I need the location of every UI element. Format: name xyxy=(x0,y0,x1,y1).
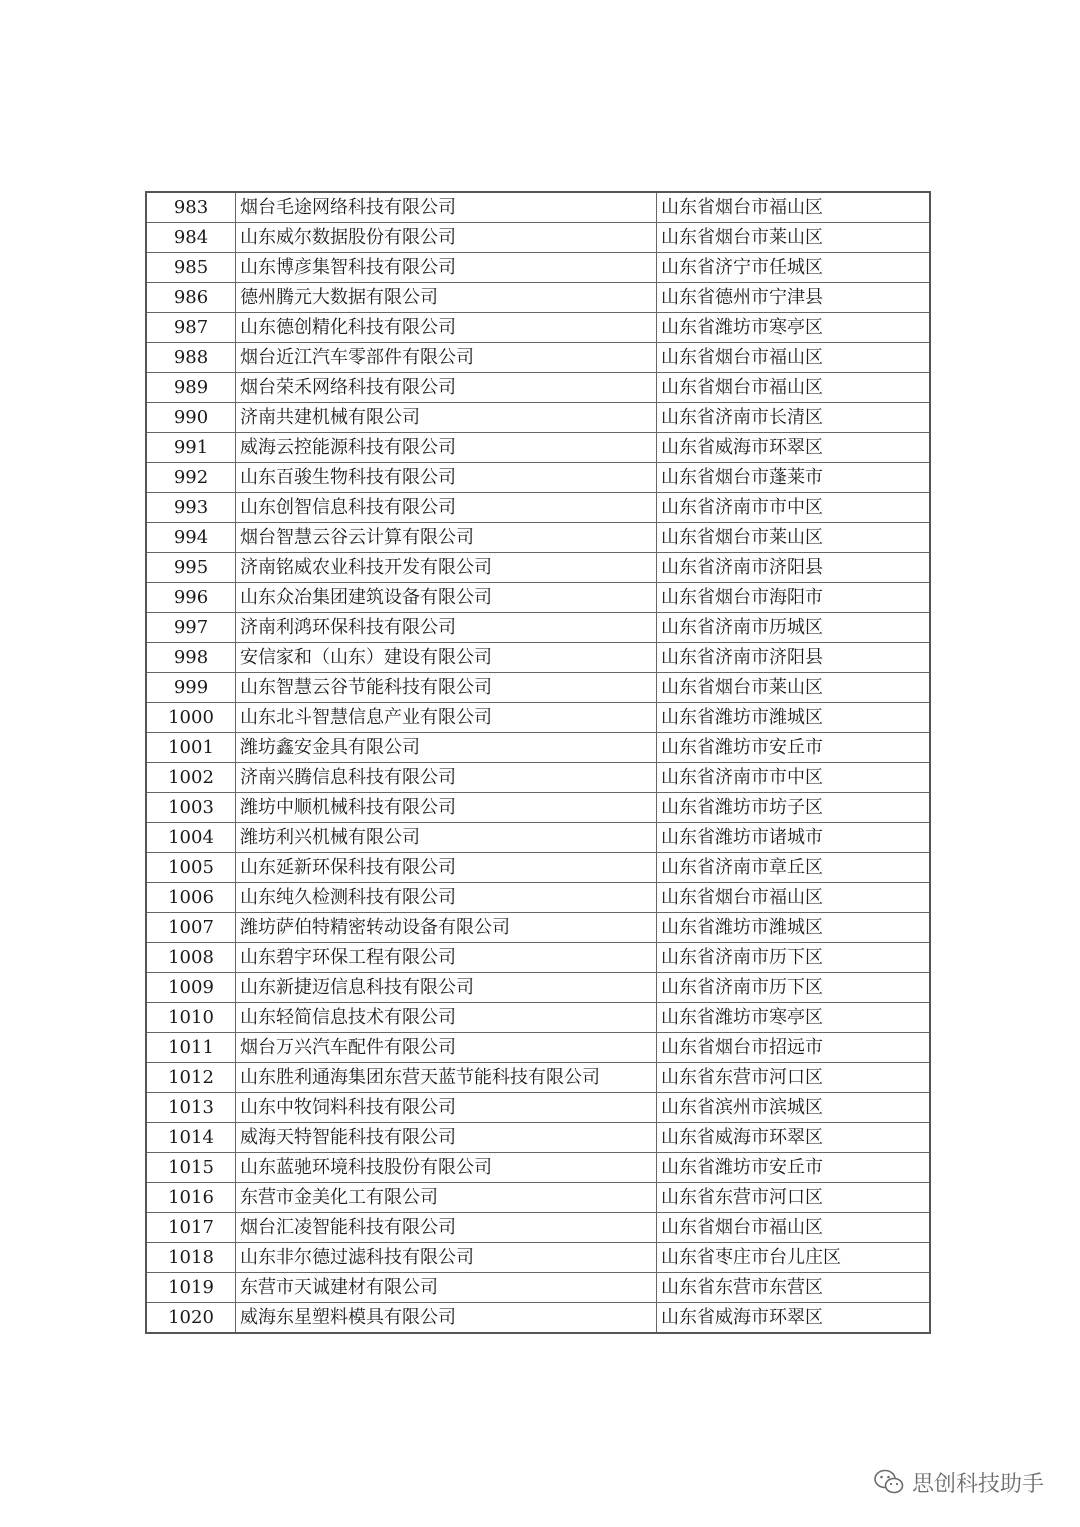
table-row xyxy=(146,1243,930,1273)
wechat-icon xyxy=(874,1469,904,1495)
row-number: 1007 xyxy=(146,913,236,943)
company-location: 山东省济南市市中区 xyxy=(657,493,931,523)
company-location: 山东省潍坊市潍城区 xyxy=(657,913,931,943)
company-location: 山东省潍坊市安丘市 xyxy=(657,1153,931,1183)
company-location: 山东省烟台市莱山区 xyxy=(657,523,931,553)
company-location: 山东省枣庄市台儿庄区 xyxy=(657,1243,931,1273)
table-row xyxy=(146,1153,930,1183)
row-number: 1019 xyxy=(146,1273,236,1303)
row-number: 1017 xyxy=(146,1213,236,1243)
table-row xyxy=(146,283,930,313)
company-name: 山东纯久检测科技有限公司 xyxy=(236,883,657,913)
company-name: 山东碧宇环保工程有限公司 xyxy=(236,943,657,973)
table-row xyxy=(146,313,930,343)
company-location: 山东省烟台市招远市 xyxy=(657,1033,931,1063)
row-number: 1001 xyxy=(146,733,236,763)
company-location: 山东省烟台市海阳市 xyxy=(657,583,931,613)
company-location: 山东省济南市长清区 xyxy=(657,403,931,433)
table-row xyxy=(146,733,930,763)
row-number: 1011 xyxy=(146,1033,236,1063)
table-row xyxy=(146,673,930,703)
table-row xyxy=(146,853,930,883)
row-number: 983 xyxy=(146,192,236,223)
company-name: 山东威尔数据股份有限公司 xyxy=(236,223,657,253)
company-name: 山东延新环保科技有限公司 xyxy=(236,853,657,883)
row-number: 999 xyxy=(146,673,236,703)
company-name: 烟台汇凌智能科技有限公司 xyxy=(236,1213,657,1243)
company-name: 威海东星塑料模具有限公司 xyxy=(236,1303,657,1334)
table-row xyxy=(146,223,930,253)
table-row xyxy=(146,1093,930,1123)
company-name: 潍坊中顺机械科技有限公司 xyxy=(236,793,657,823)
row-number: 1008 xyxy=(146,943,236,973)
table-body xyxy=(146,192,930,1333)
table-row xyxy=(146,463,930,493)
table-row xyxy=(146,973,930,1003)
row-number: 993 xyxy=(146,493,236,523)
row-number: 1004 xyxy=(146,823,236,853)
company-name: 潍坊萨伯特精密转动设备有限公司 xyxy=(236,913,657,943)
company-location: 山东省潍坊市坊子区 xyxy=(657,793,931,823)
row-number: 987 xyxy=(146,313,236,343)
company-location: 山东省烟台市蓬莱市 xyxy=(657,463,931,493)
company-name: 济南利鸿环保科技有限公司 xyxy=(236,613,657,643)
row-number: 1012 xyxy=(146,1063,236,1093)
company-name: 山东轻简信息技术有限公司 xyxy=(236,1003,657,1033)
company-location: 山东省济南市章丘区 xyxy=(657,853,931,883)
row-number: 986 xyxy=(146,283,236,313)
company-location: 山东省威海市环翠区 xyxy=(657,433,931,463)
row-number: 1000 xyxy=(146,703,236,733)
company-name: 安信家和（山东）建设有限公司 xyxy=(236,643,657,673)
table-row xyxy=(146,433,930,463)
table-row xyxy=(146,343,930,373)
table-row xyxy=(146,583,930,613)
company-location: 山东省潍坊市寒亭区 xyxy=(657,313,931,343)
company-name: 威海云控能源科技有限公司 xyxy=(236,433,657,463)
company-location: 山东省济南市历下区 xyxy=(657,973,931,1003)
company-location: 山东省济南市济阳县 xyxy=(657,643,931,673)
company-name: 济南共建机械有限公司 xyxy=(236,403,657,433)
watermark-text: 思创科技助手 xyxy=(911,1471,1044,1497)
company-name: 东营市金美化工有限公司 xyxy=(236,1183,657,1213)
row-number: 1002 xyxy=(146,763,236,793)
row-number: 998 xyxy=(146,643,236,673)
company-name: 德州腾元大数据有限公司 xyxy=(236,283,657,313)
company-location: 山东省济南市济阳县 xyxy=(657,553,931,583)
row-number: 995 xyxy=(146,553,236,583)
company-location: 山东省潍坊市安丘市 xyxy=(657,733,931,763)
company-name: 山东胜利通海集团东营天蓝节能科技有限公司 xyxy=(236,1063,657,1093)
table-row xyxy=(146,253,930,283)
table-row xyxy=(146,1123,930,1153)
company-location: 山东省济南市历下区 xyxy=(657,943,931,973)
company-location: 山东省济南市历城区 xyxy=(657,613,931,643)
company-name: 山东德创精化科技有限公司 xyxy=(236,313,657,343)
company-name: 烟台荣禾网络科技有限公司 xyxy=(236,373,657,403)
table-row xyxy=(146,493,930,523)
company-location: 山东省德州市宁津县 xyxy=(657,283,931,313)
company-location: 山东省潍坊市寒亭区 xyxy=(657,1003,931,1033)
row-number: 1016 xyxy=(146,1183,236,1213)
row-number: 990 xyxy=(146,403,236,433)
table-row xyxy=(146,883,930,913)
row-number: 988 xyxy=(146,343,236,373)
row-number: 1013 xyxy=(146,1093,236,1123)
company-location: 山东省济宁市任城区 xyxy=(657,253,931,283)
row-number: 991 xyxy=(146,433,236,463)
company-location: 山东省烟台市福山区 xyxy=(657,343,931,373)
table-row xyxy=(146,523,930,553)
company-location: 山东省烟台市莱山区 xyxy=(657,673,931,703)
table-row xyxy=(146,643,930,673)
company-location: 山东省烟台市福山区 xyxy=(657,883,931,913)
table-row xyxy=(146,1213,930,1243)
table-row xyxy=(146,1273,930,1303)
table-row xyxy=(146,613,930,643)
table-row xyxy=(146,553,930,583)
company-name: 潍坊利兴机械有限公司 xyxy=(236,823,657,853)
company-name: 山东新捷迈信息科技有限公司 xyxy=(236,973,657,1003)
company-location: 山东省烟台市福山区 xyxy=(657,192,931,223)
company-location: 山东省烟台市福山区 xyxy=(657,373,931,403)
company-location: 山东省烟台市莱山区 xyxy=(657,223,931,253)
row-number: 997 xyxy=(146,613,236,643)
table-row xyxy=(146,403,930,433)
row-number: 1005 xyxy=(146,853,236,883)
company-location: 山东省威海市环翠区 xyxy=(657,1123,931,1153)
company-name: 山东蓝驰环境科技股份有限公司 xyxy=(236,1153,657,1183)
table-row xyxy=(146,1003,930,1033)
table-row xyxy=(146,373,930,403)
table-row xyxy=(146,823,930,853)
row-number: 984 xyxy=(146,223,236,253)
company-location: 山东省东营市河口区 xyxy=(657,1183,931,1213)
row-number: 985 xyxy=(146,253,236,283)
table-row xyxy=(146,703,930,733)
company-name: 威海天特智能科技有限公司 xyxy=(236,1123,657,1153)
row-number: 1018 xyxy=(146,1243,236,1273)
row-number: 1003 xyxy=(146,793,236,823)
table-row xyxy=(146,763,930,793)
table-row xyxy=(146,943,930,973)
row-number: 1014 xyxy=(146,1123,236,1153)
company-name: 烟台万兴汽车配件有限公司 xyxy=(236,1033,657,1063)
company-name: 东营市天诚建材有限公司 xyxy=(236,1273,657,1303)
row-number: 1006 xyxy=(146,883,236,913)
table-row xyxy=(146,192,930,223)
company-name: 济南兴腾信息科技有限公司 xyxy=(236,763,657,793)
table-row xyxy=(146,1063,930,1093)
row-number: 1010 xyxy=(146,1003,236,1033)
row-number: 992 xyxy=(146,463,236,493)
company-location: 山东省济南市市中区 xyxy=(657,763,931,793)
company-name: 山东中牧饲料科技有限公司 xyxy=(236,1093,657,1123)
row-number: 1009 xyxy=(146,973,236,1003)
company-name: 山东众冶集团建筑设备有限公司 xyxy=(236,583,657,613)
company-location: 山东省潍坊市潍城区 xyxy=(657,703,931,733)
company-name: 山东博彦集智科技有限公司 xyxy=(236,253,657,283)
company-name: 烟台智慧云谷云计算有限公司 xyxy=(236,523,657,553)
company-location: 山东省滨州市滨城区 xyxy=(657,1093,931,1123)
watermark xyxy=(874,1462,1044,1502)
company-location: 山东省威海市环翠区 xyxy=(657,1303,931,1334)
company-name: 山东智慧云谷节能科技有限公司 xyxy=(236,673,657,703)
row-number: 1020 xyxy=(146,1303,236,1334)
row-number: 994 xyxy=(146,523,236,553)
company-name: 潍坊鑫安金具有限公司 xyxy=(236,733,657,763)
company-name: 山东北斗智慧信息产业有限公司 xyxy=(236,703,657,733)
company-location: 山东省东营市东营区 xyxy=(657,1273,931,1303)
row-number: 996 xyxy=(146,583,236,613)
row-number: 989 xyxy=(146,373,236,403)
company-name: 山东创智信息科技有限公司 xyxy=(236,493,657,523)
company-name: 山东非尔德过滤科技有限公司 xyxy=(236,1243,657,1273)
row-number: 1015 xyxy=(146,1153,236,1183)
table-row xyxy=(146,1183,930,1213)
company-location: 山东省东营市河口区 xyxy=(657,1063,931,1093)
company-name: 山东百骏生物科技有限公司 xyxy=(236,463,657,493)
company-list-table xyxy=(145,191,931,1334)
company-location: 山东省潍坊市诸城市 xyxy=(657,823,931,853)
company-name: 烟台近江汽车零部件有限公司 xyxy=(236,343,657,373)
company-name: 烟台毛途网络科技有限公司 xyxy=(236,192,657,223)
company-name: 济南铭威农业科技开发有限公司 xyxy=(236,553,657,583)
table-row xyxy=(146,913,930,943)
table-row xyxy=(146,793,930,823)
table-row xyxy=(146,1033,930,1063)
table-row xyxy=(146,1303,930,1334)
company-location: 山东省烟台市福山区 xyxy=(657,1213,931,1243)
